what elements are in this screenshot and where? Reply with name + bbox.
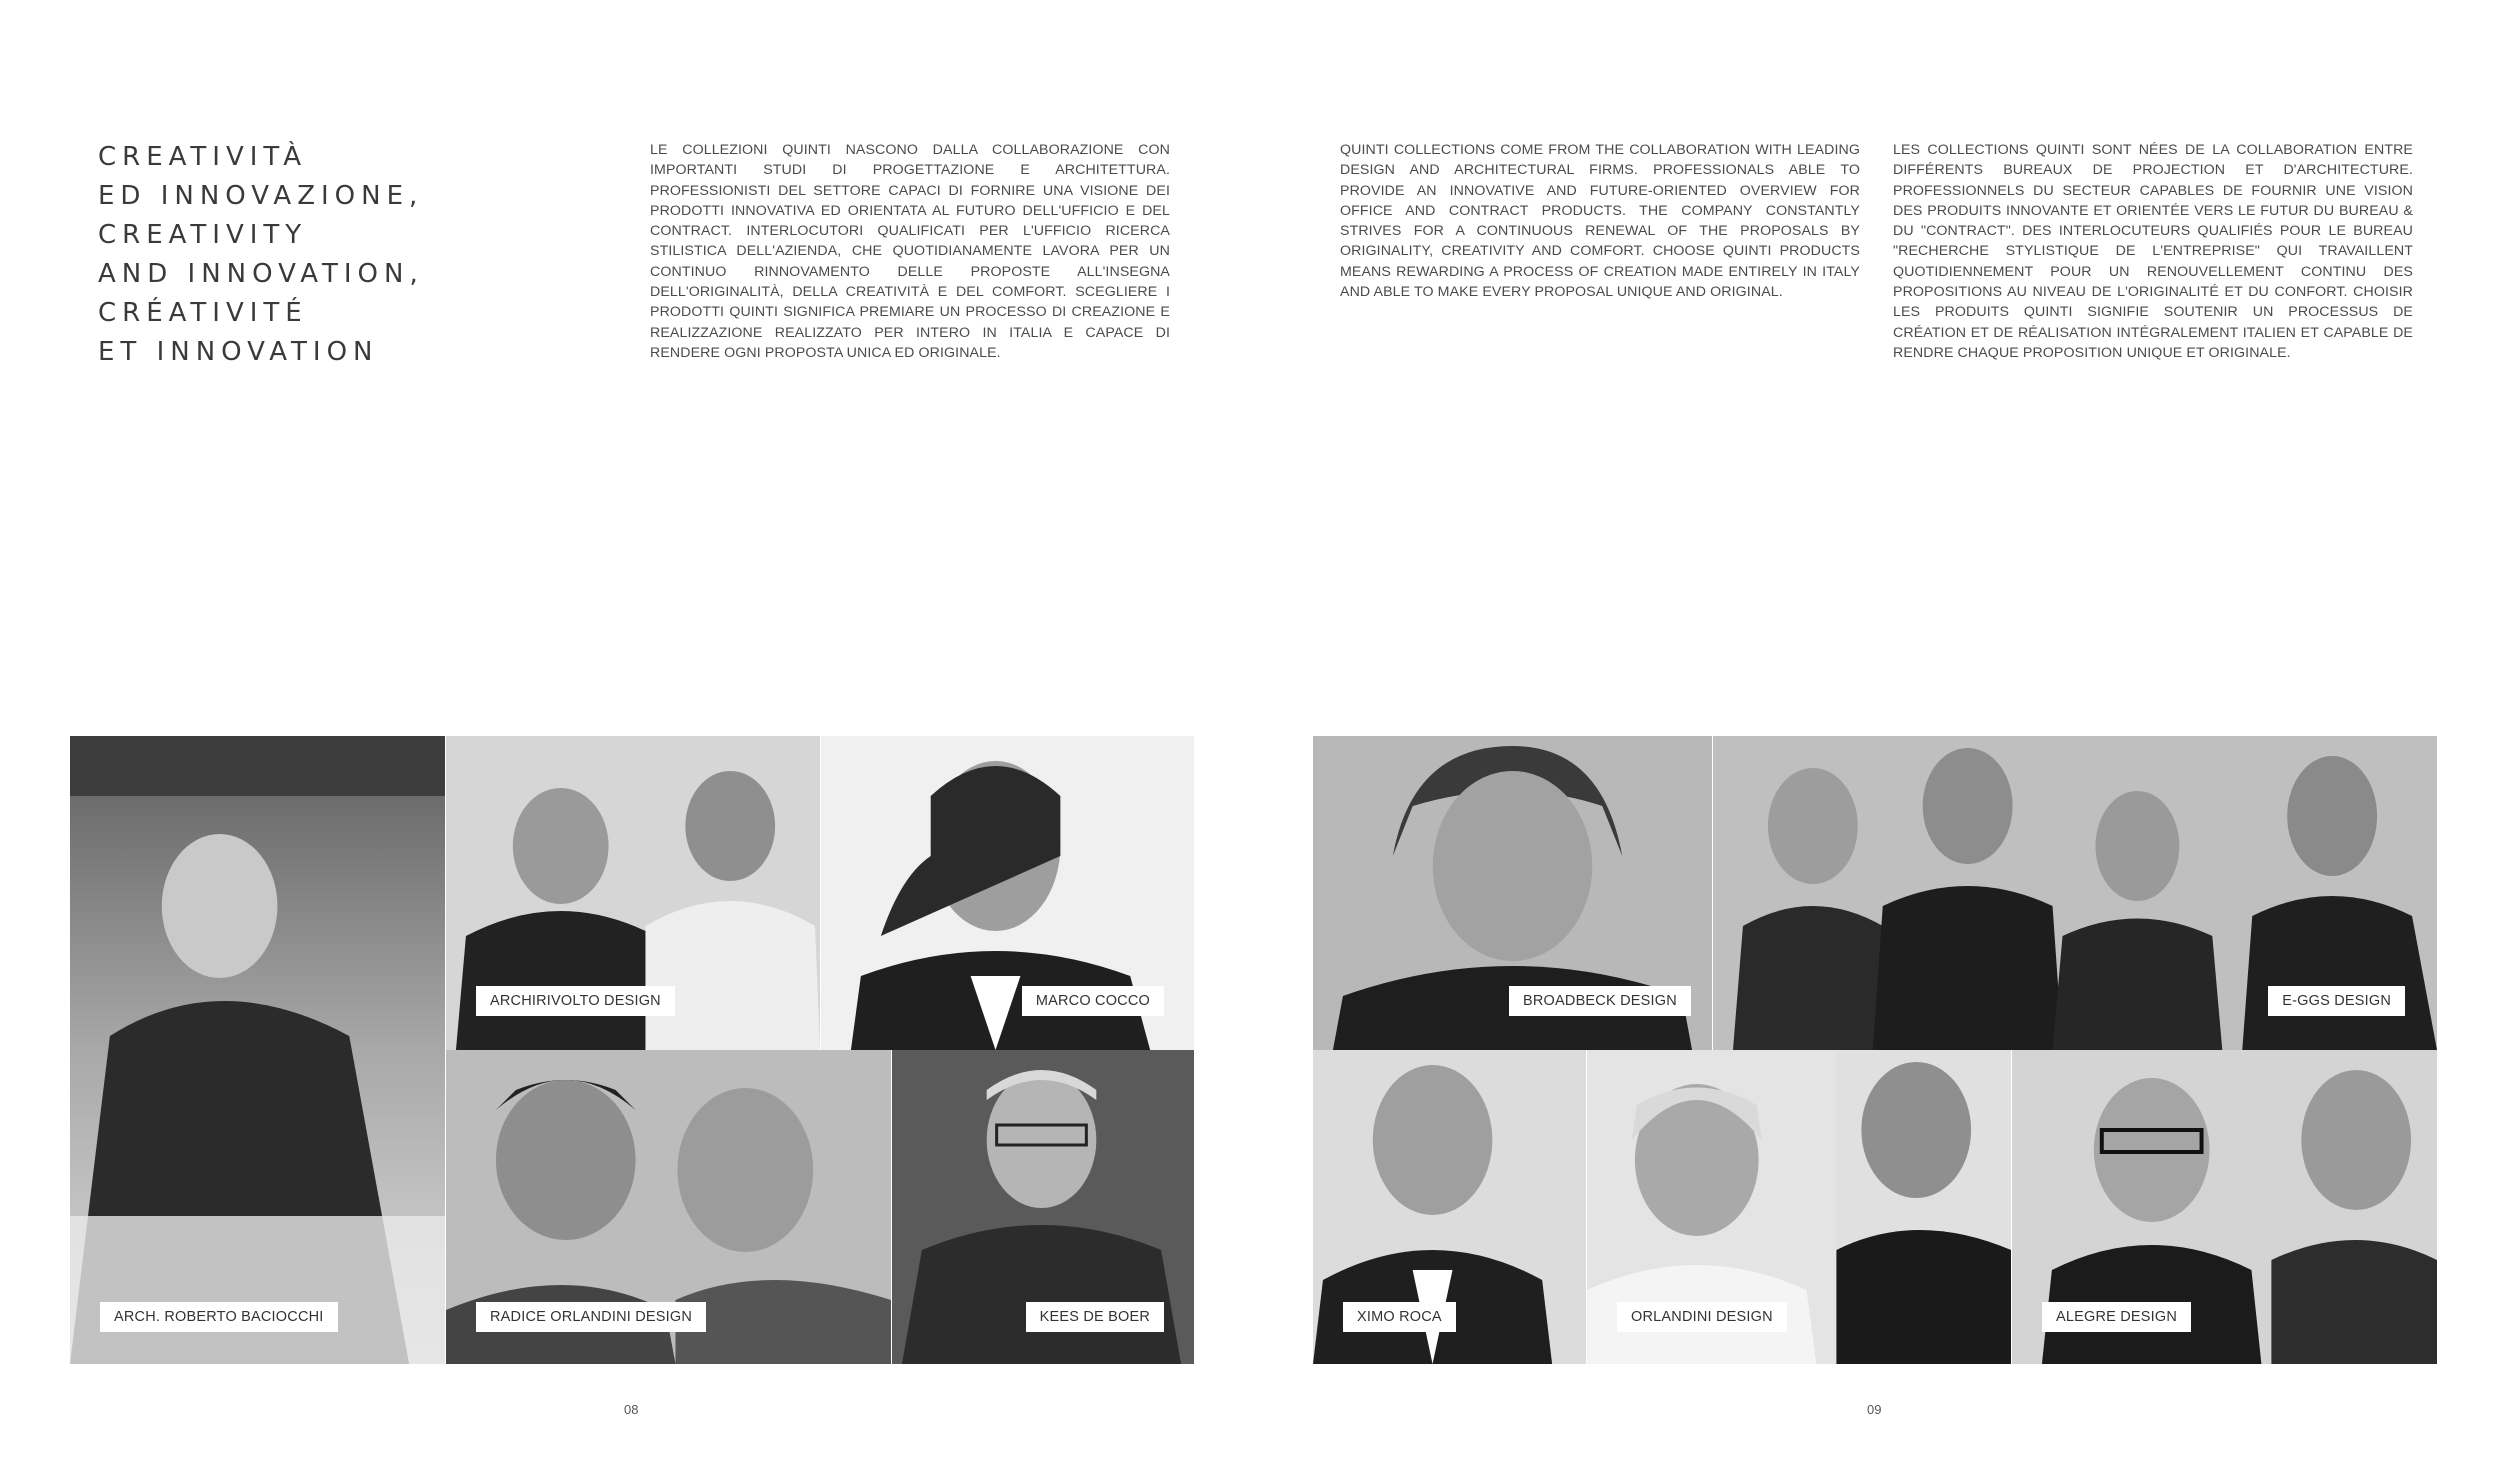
designer-label: ALEGRE DESIGN xyxy=(2042,1302,2191,1332)
page-number-right: 09 xyxy=(1867,1402,1882,1417)
designer-label: KEES DE BOER xyxy=(1026,1302,1164,1332)
photo-archirivolto xyxy=(446,736,821,1050)
designer-label: ARCH. ROBERTO BACIOCCHI xyxy=(100,1302,338,1332)
italian-text: LE COLLEZIONI QUINTI NASCONO DALLA COLLABORAZIONE CON IMPORTANTI STUDI DI PROGETTAZIONE E ARCHITETTURA. PROFESSIONISTI DEL SETTORE CAPACI DI FORNIRE UNA VISIONE DEI PRODOTTI INNOVATIVA ED ORIENTATA AL FUTURO DELL'UFFICIO E DEL CONTRACT. INTERLOCUTORI QUALIFICATI PER L'UFFICIO RICERCA STILISTICA DELL'AZIENDA, CHE QUOTIDIANAMENTE LAVORA PER UN CONTINUO RINNOVAMENTO DELLE PROPOSTE ALL'INSEGNA DELL'ORIGINALITÀ, DELLA CREATIVITÀ E DEL COMFORT. SCEGLIERE I PRODOTTI QUINTI SIGNIFICA PREMIARE UN PROCESSO DI CREAZIONE E REALIZZAZIONE REALIZZATO PER INTERO IN ITALIA E CAPACE DI RENDERE OGNI PROPOSTA UNICA ED ORIGINALE. xyxy=(650,142,1170,361)
designer-label: MARCO COCCO xyxy=(1022,986,1164,1016)
designer-label: E-GGS DESIGN xyxy=(2268,986,2405,1016)
french-text: LES COLLECTIONS QUINTI SONT NÉES DE LA COLLABORATION ENTRE DIFFÉRENTS BUREAUX DE PROJECTION ET D'ARCHITECTURE. PROFESSIONNELS DU SECTEUR CAPABLES DE FOURNIR UNE VISION DES PRODUITS INNOVANTE ET ORIENTÉE VERS LE FUTUR DU BUREAU & DU "CONTRACT". DES INTERLOCUTEURS QUALIFIÉS POUR LE BUREAU "RECHERCHE STYLISTIQUE DE L'ENTREPRISE" QUI TRAVAILLENT QUOTIDIENNEMENT POUR UN RENOUVELLEMENT CONTINU DES PROPOSITIONS AU NIVEAU DE L'ORIGINALITÉ ET DU CONFORT. CHOISIR LES PRODUITS QUINTI SIGNIFIE SOUTENIR UN PROCESSUS DE CRÉATION ET DE RÉALISATION INTÉGRALEMENT ITALIEN ET CAPABLE DE RENDRE CHAQUE PROPOSITION UNIQUE ET ORIGINALE. xyxy=(1893,142,2413,361)
designer-label: XIMO ROCA xyxy=(1343,1302,1456,1332)
heading-line: ET INNOVATION xyxy=(98,337,379,367)
photo-radice-orlandini xyxy=(446,1050,892,1364)
designer-label: ORLANDINI DESIGN xyxy=(1617,1302,1787,1332)
heading-line: AND INNOVATION, xyxy=(98,259,424,289)
heading-line: ED INNOVAZIONE, xyxy=(98,181,424,211)
photo-alegre xyxy=(2012,1050,2438,1364)
heading-line: CREATIVITY xyxy=(98,220,308,250)
designer-label: RADICE ORLANDINI DESIGN xyxy=(476,1302,706,1332)
english-text: QUINTI COLLECTIONS COME FROM THE COLLABORATION WITH LEADING DESIGN AND ARCHITECTURAL FIRMS. PROFESSIONALS ABLE TO PROVIDE AN INNOVATIVE AND FUTURE-ORIENTED OVERVIEW FOR OFFICE AND CONTRACT PRODUCTS. THE COMPANY CONSTANTLY STRIVES FOR A CONTINUOUS RENEWAL OF THE PROPOSALS BY ORIGINALITY, CREATIVITY AND COMFORT. CHOOSE QUINTI PRODUCTS MEANS REWARDING A PROCESS OF CREATION MADE ENTIRELY IN ITALY AND ABLE TO MAKE EVERY PROPOSAL UNIQUE AND ORIGINAL. xyxy=(1340,142,1860,301)
page-heading xyxy=(98,138,424,372)
photo-broadbeck xyxy=(1313,736,1713,1050)
photo-marco-cocco xyxy=(821,736,1195,1050)
photo-kees-de-boer xyxy=(892,1050,1195,1364)
photo-baciocchi xyxy=(70,736,446,1364)
photo-ximo-roca xyxy=(1313,1050,1587,1364)
designer-label: BROADBECK DESIGN xyxy=(1509,986,1691,1016)
page-number-left: 08 xyxy=(624,1402,639,1417)
heading-line: CRÉATIVITÉ xyxy=(98,298,308,328)
photo-e-ggs xyxy=(1713,736,2438,1050)
heading-line: CREATIVITÀ xyxy=(98,142,308,172)
designer-label: ARCHIRIVOLTO DESIGN xyxy=(476,986,675,1016)
photo-orlandini xyxy=(1587,1050,2012,1364)
